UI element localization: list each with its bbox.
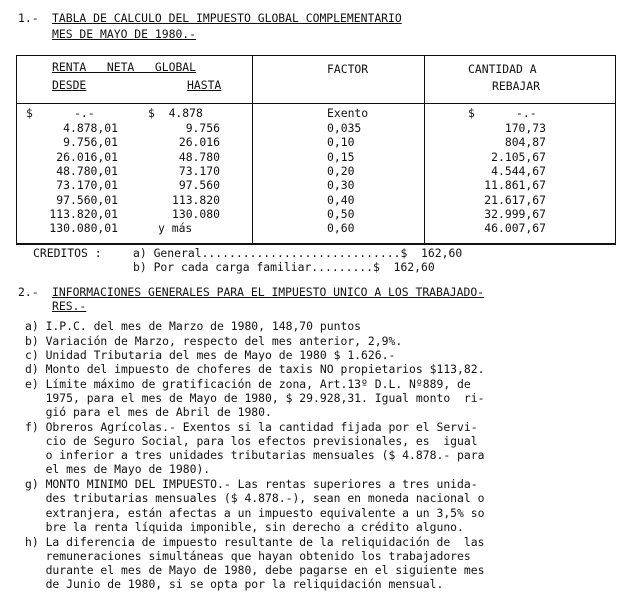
table-cell-factor: 0,10 [327, 135, 355, 149]
table-cell-desde: 4.878,01 [63, 121, 118, 135]
info-line: el mes de Mayo de 1980). [25, 462, 211, 476]
info-line: f) Obreros Agrícolas.- Exentos si la cantidad fijada por el Servi- [25, 420, 478, 434]
info-line: h) La diferencia de impuesto resultante de la reliquidación de las [25, 535, 485, 549]
table-column-divider [424, 55, 425, 243]
info-line: b) Variación de Marzo, respecto del mes anterior, 2,9%. [25, 334, 403, 348]
table-cell-factor: 0,40 [327, 193, 355, 207]
section-2-title: INFORMACIONES GENERALES PARA EL IMPUESTO UNICO A LOS TRABAJADO- [52, 285, 485, 299]
info-line: durante el mes de Mayo de 1980, debe pagarse en el siguiente mes [25, 563, 485, 577]
table-cell-desde: 113.820,01 [49, 207, 118, 221]
table-cell-desde: 130.080,01 [49, 221, 118, 235]
info-line: a) I.P.C. del mes de Marzo de 1980, 148,70 puntos [25, 319, 362, 333]
table-cell-cantidad: 11.861,67 [484, 178, 546, 192]
header-hasta: HASTA [187, 78, 222, 92]
info-line: c) Unidad Tributaria del mes de Mayo de 1980 $ 1.626.- [25, 348, 396, 362]
table-credits-divider [16, 243, 616, 244]
info-line: gió para el mes de Abril de 1980. [25, 405, 272, 419]
table-cell-cantidad: 804,87 [504, 135, 546, 149]
table-cell-hasta: y más [158, 221, 193, 235]
header-cantidad: CANTIDAD A [468, 62, 537, 76]
table-cell-hasta: 97.560 [178, 178, 220, 192]
info-line: extranjera, están afectas a un impuesto equivalente a un 3,5% so [25, 506, 485, 520]
header-desde: DESDE [52, 78, 87, 92]
info-line: e) Límite máximo de gratificación de zona, Art.13º D.L. Nº889, de [25, 377, 471, 391]
info-line: des tributarias mensuales ($ 4.878.-), sean en moneda nacional o [25, 491, 485, 505]
table-cell-hasta: 48.780 [178, 150, 220, 164]
info-line: 1975, para el mes de Mayo de 1980, $ 29.928,31. Igual monto ri- [25, 391, 485, 405]
credito-general: a) General.............................$ 162,60 [133, 246, 463, 260]
section-2-number: 2.- [18, 285, 39, 299]
section-1-subtitle: MES DE MAYO DE 1980.- [52, 27, 197, 41]
info-line: d) Monto del impuesto de choferes de taxis NO propietarios $113,82. [25, 362, 485, 376]
table-cell-cantidad: 21.617,67 [484, 193, 546, 207]
table-cell-factor: 0,60 [327, 221, 355, 235]
table-cell-cantidad: 170,73 [504, 121, 546, 135]
table-cell-desde: 73.170,01 [56, 178, 118, 192]
table-cell-factor: 0,20 [327, 164, 355, 178]
table-cell-cantidad: $ -.- [468, 106, 537, 120]
table-cell-cantidad: 32.999,67 [484, 207, 546, 221]
section-2-title-cont: RES.- [52, 299, 87, 313]
table-cell-factor: 0,035 [327, 121, 362, 135]
table-cell-desde: 97.560,01 [56, 193, 118, 207]
table-cell-cantidad: 2.105,67 [491, 150, 546, 164]
info-line: de Junio de 1980, si se opta por la reliquidación mensual. [25, 577, 444, 591]
table-cell-hasta: 26.016 [178, 135, 220, 149]
table-cell-factor: Exento [327, 106, 369, 120]
table-cell-desde: $ -.- [26, 106, 95, 120]
creditos-label: CREDITOS : [33, 246, 102, 260]
table-cell-desde: 9.756,01 [63, 135, 118, 149]
table-cell-factor: 0,50 [327, 207, 355, 221]
info-line: cio de Seguro Social, para los efectos previsionales, es igual [25, 434, 478, 448]
section-1-title: TABLA DE CALCULO DEL IMPUESTO GLOBAL COMPLEMENTARIO [52, 11, 402, 25]
table-cell-hasta: 130.080 [171, 207, 220, 221]
table-cell-cantidad: 4.544,67 [491, 164, 546, 178]
table-cell-desde: 26.016,01 [56, 150, 118, 164]
table-cell-hasta: $ 4.878 [148, 106, 203, 120]
table-cell-cantidad: 46.007,67 [484, 221, 546, 235]
info-line: bre la renta líquida imponible, sin derecho a crédito alguno. [25, 520, 464, 534]
credito-carga-familiar: b) Por cada carga familiar.........$ 162,60 [133, 260, 435, 274]
table-column-divider [252, 55, 253, 243]
header-factor: FACTOR [327, 62, 369, 76]
table-cell-hasta: 113.820 [171, 193, 220, 207]
info-line: g) MONTO MINIMO DEL IMPUESTO.- Las rentas superiores a tres unida- [25, 477, 478, 491]
table-cell-factor: 0,30 [327, 178, 355, 192]
table-header-divider [16, 103, 616, 104]
table-cell-hasta: 9.756 [185, 121, 220, 135]
table-cell-hasta: 73.170 [178, 164, 220, 178]
section-1-number: 1.- [18, 11, 39, 25]
header-renta: RENTA NETA GLOBAL [52, 60, 197, 74]
info-line: o inferior a tres unidades tributarias mensuales ($ 4.878.- para [25, 448, 485, 462]
header-rebajar: REBAJAR [492, 79, 541, 93]
table-cell-factor: 0,15 [327, 150, 355, 164]
table-cell-desde: 48.780,01 [56, 164, 118, 178]
info-line: remuneraciones simultáneas que hayan obtenido los trabajadores [25, 549, 471, 563]
